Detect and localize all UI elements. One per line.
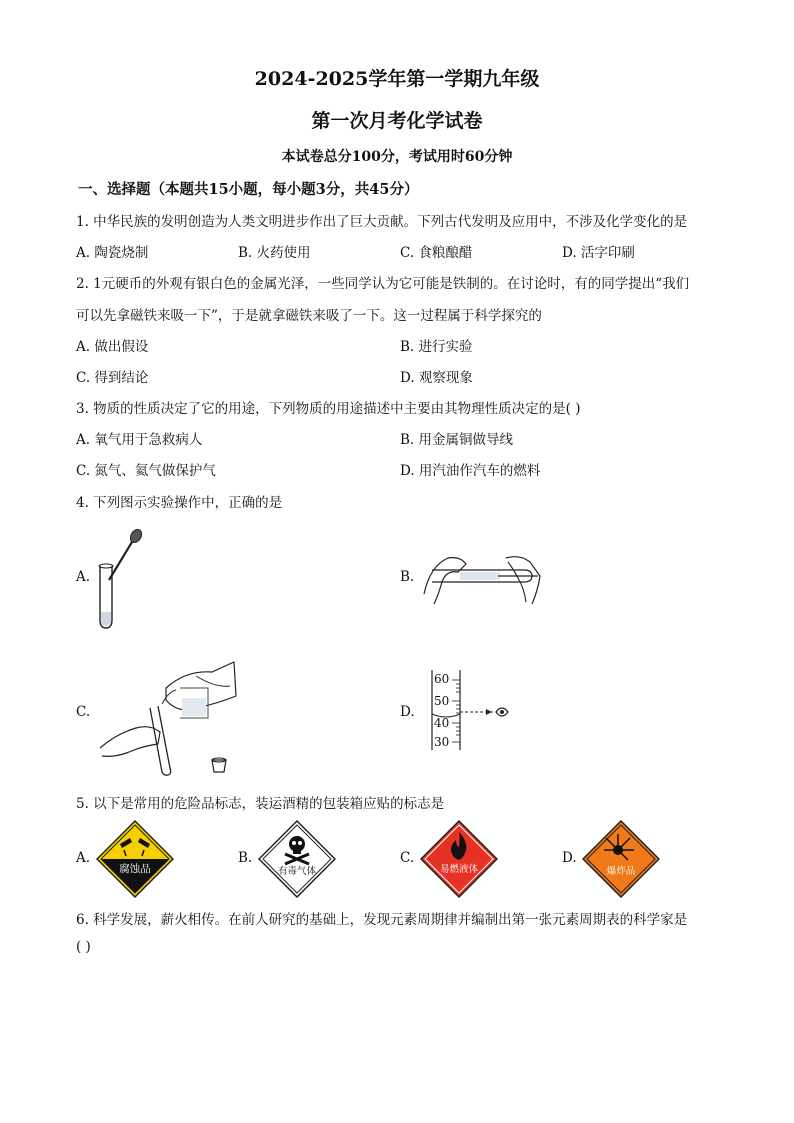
cylinder-tick-50: 50 xyxy=(434,694,450,708)
question-5-stem: 5. 以下是常用的危险品标志，装运酒精的包装箱应贴的标志是 xyxy=(76,796,445,812)
question-2-stem-line-2: 可以先拿磁铁来吸一下”，于是就拿磁铁来吸了一下。这一过程属于科学探究的 xyxy=(76,308,542,324)
q5-label-d: D. xyxy=(562,850,577,866)
cylinder-tick-60: 60 xyxy=(434,672,450,686)
q5-label-a: A. xyxy=(76,850,91,866)
q1-option-a: A. 陶瓷烧制 xyxy=(76,245,149,261)
q4-label-a: A. xyxy=(76,569,91,585)
exam-subtitle: 本试卷总分100分，考试用时60分钟 xyxy=(281,149,513,165)
dropper-test-tube-figure xyxy=(92,528,152,630)
question-1-stem: 1. 中华民族的发明创造为人类文明进步作出了巨大贡献。下列古代发明及应用中，不涉及化学变化的是 xyxy=(76,214,688,230)
q2-option-a: A. 做出假设 xyxy=(76,339,149,355)
section-heading: 一、选择题（本题共15小题，每小题3分，共45分） xyxy=(78,181,419,198)
flammable-liquid-sign-icon xyxy=(420,820,498,898)
corrosive-sign-icon xyxy=(96,820,174,898)
explosive-sign-icon xyxy=(582,820,660,898)
q1-option-c: C. 食粮酿醋 xyxy=(400,245,473,261)
q2-option-b: B. 进行实验 xyxy=(400,339,473,355)
q1-option-b: B. 火药使用 xyxy=(238,245,311,261)
q2-option-d: D. 观察现象 xyxy=(400,370,473,386)
title-line-2: 第一次月考化学试卷 xyxy=(311,110,483,132)
title-line-1: 2024-2025学年第一学期九年级 xyxy=(254,68,540,90)
q3-option-d: D. 用汽油作汽车的燃料 xyxy=(400,463,541,479)
question-6-answer-blank: ( ) xyxy=(76,939,91,955)
q1-option-d: D. 活字印刷 xyxy=(562,245,635,261)
explosive-sign-label: 爆炸品 xyxy=(606,866,636,877)
q3-option-c: C. 氮气、氦气做保护气 xyxy=(76,463,216,479)
q3-option-b: B. 用金属铜做导线 xyxy=(400,432,514,448)
cylinder-tick-40: 40 xyxy=(434,716,450,730)
question-3-stem: 3. 物质的性质决定了它的用途，下列物质的用途描述中主要由其物理性质决定的是( ) xyxy=(76,401,581,417)
question-6-stem: 6. 科学发展，薪火相传。在前人研究的基础上，发现元素周期律并编制出第一张元素周期表的科学家是 xyxy=(76,912,688,928)
hands-holding-test-tube-figure xyxy=(420,548,545,610)
question-2-stem-line-1: 2. 1元硬币的外观有银白色的金属光泽，一些同学认为它可能是铁制的。在讨论时，有的同学提出“我们 xyxy=(76,276,690,292)
toxic-gas-sign-icon xyxy=(258,820,336,898)
corrosive-sign-label: 腐蚀品 xyxy=(119,863,151,875)
q3-option-a: A. 氧气用于急救病人 xyxy=(76,432,203,448)
q2-option-c: C. 得到结论 xyxy=(76,370,149,386)
cylinder-tick-30: 30 xyxy=(434,735,450,749)
question-4-stem: 4. 下列图示实验操作中，正确的是 xyxy=(76,495,283,511)
pouring-liquid-figure xyxy=(96,648,246,778)
toxic-sign-label: 有毒气体 xyxy=(277,866,317,877)
q4-label-b: B. xyxy=(400,569,415,585)
q5-label-c: C. xyxy=(400,850,415,866)
flammable-sign-label: 易燃液体 xyxy=(439,864,479,875)
q4-label-d: D. xyxy=(400,704,415,720)
q4-label-c: C. xyxy=(76,704,91,720)
q5-label-b: B. xyxy=(238,850,253,866)
